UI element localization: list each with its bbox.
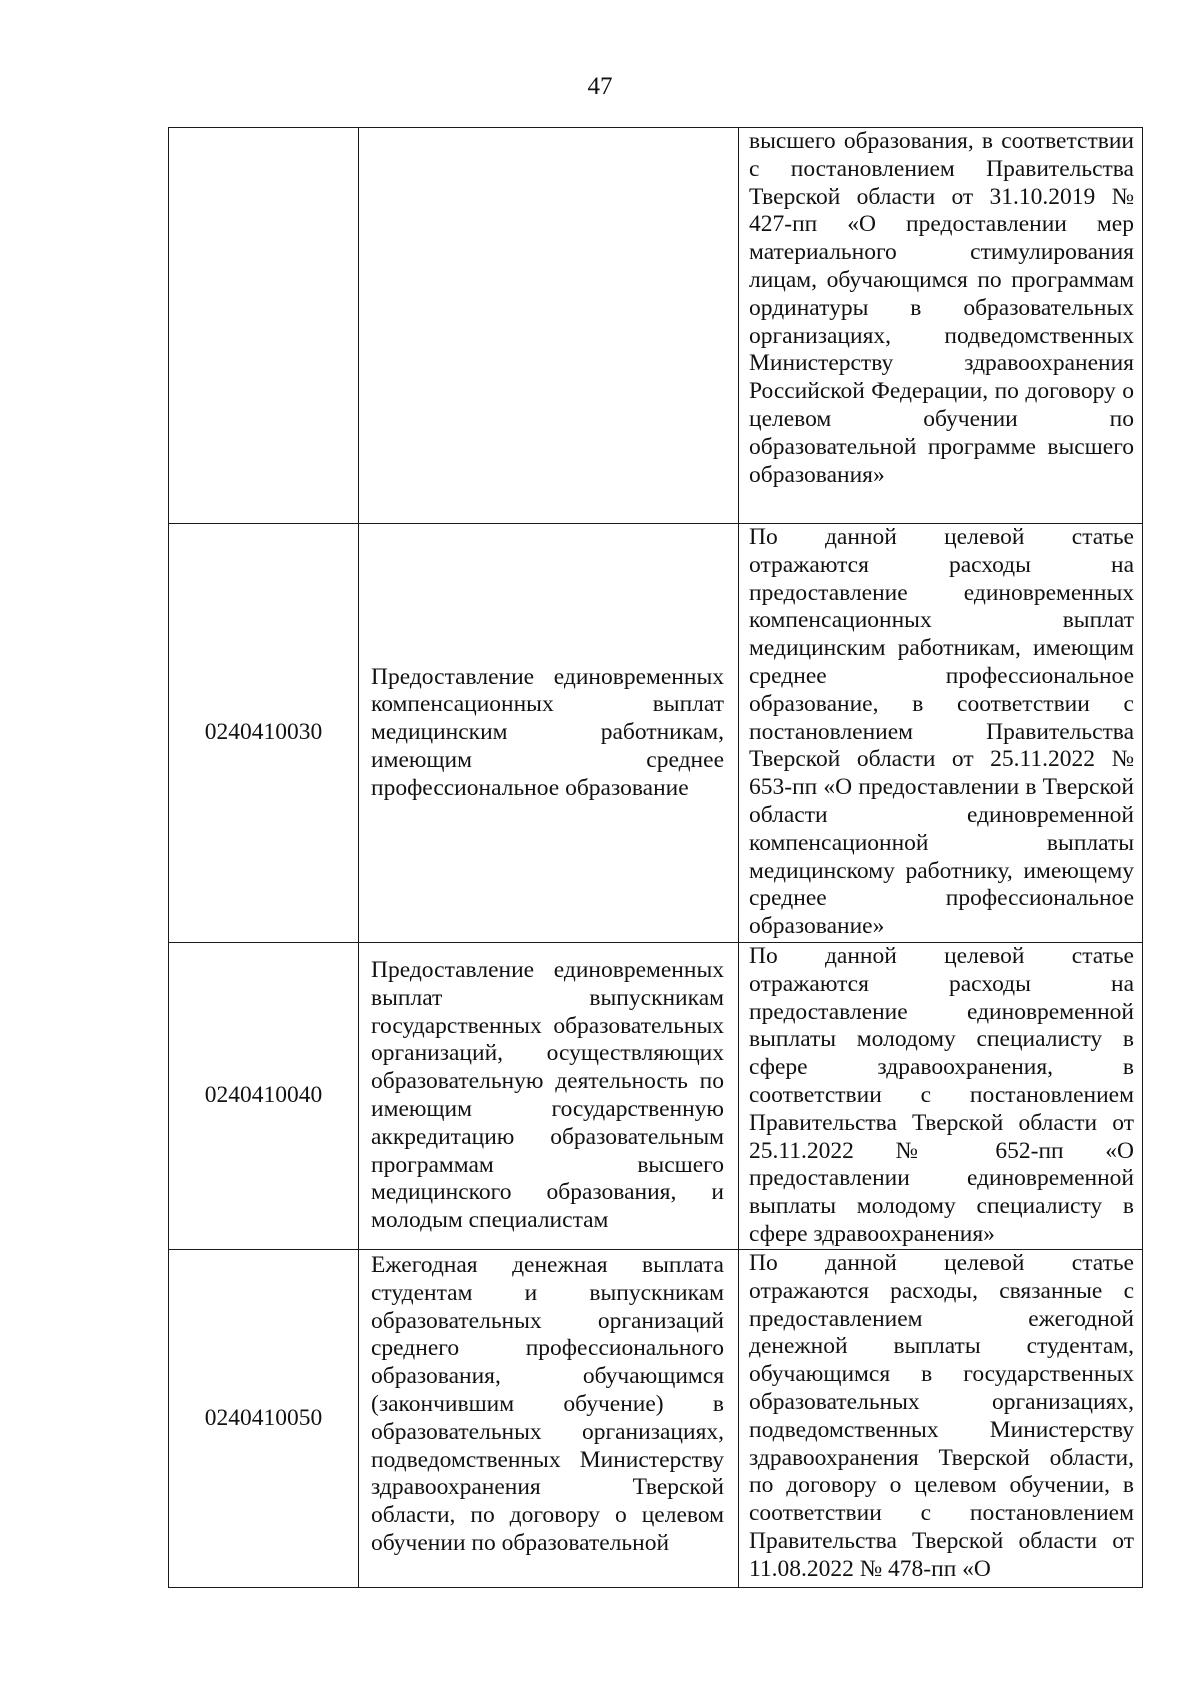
row-description: По данной целевой статье отражаются расходы на предоставление единовременных компенсационных выплат медицинским работникам, имеющим среднее профессиональное образование, в соответствии с постановлением Правительства Тверской области от 25.11.2022 № 653-пп «О предоставлении в Тверской области единовременной компенсационной выплаты медицинскому работнику, имеющему среднее профессиональное образование» (749, 524, 1134, 940)
page-number: 47 (587, 73, 613, 100)
row-name-cell (359, 524, 739, 943)
row-name-cell (359, 128, 739, 524)
row-code: 0240410030 (204, 719, 323, 746)
row-description-cell (739, 524, 1143, 943)
budget-classification-table (168, 127, 1143, 1588)
table-row (169, 128, 1143, 524)
table-row (169, 524, 1143, 943)
row-description: По данной целевой статье отражаются расходы, связанные с предоставлением ежегодной денежной выплаты студентам, обучающимся в государственных образовательных организациях, подведомственных Министерству здравоохранения Тверской области, по договору о целевом обучении, в соответствии с постановлением Правительства Тверской области от 11.08.2022 № 478-пп «О (749, 1250, 1134, 1582)
row-name: Предоставление единовременных выплат выпускникам государственных образовательных организаций, осуществляющих образовательную деятельность по имеющим государственную аккредитацию образовательным программам высшего медицинского образования, и молодым специалистам (371, 957, 724, 1234)
row-name-cell (359, 943, 739, 1250)
row-description-cell (739, 128, 1143, 524)
table-row (169, 1250, 1143, 1588)
row-description: По данной целевой статье отражаются расходы на предоставление единовременной выплаты молодому специалисту в сфере здравоохранения, в соответствии с постановлением Правительства Тверской области от 25.11.2022 № 652-пп «О предоставлении единовременной выплаты молодому специалисту в сфере здравоохранения» (749, 943, 1134, 1247)
row-description: высшего образования, в соответствии с постановлением Правительства Тверской области от 31.10.2019 № 427-пп «О предоставлении мер материального стимулирования лицам, обучающимся по программам ординатуры в образовательных организациях, подведомственных Министерству здравоохранения Российской Федерации, по договору о целевом обучении по образовательной программе высшего образования» (749, 128, 1134, 488)
row-code-cell (169, 524, 359, 943)
row-name: Предоставление единовременных компенсационных выплат медицинским работникам, имеющим среднее профессиональное образование (371, 663, 724, 801)
row-description-cell (739, 943, 1143, 1250)
table-row (169, 943, 1143, 1250)
row-code: 0240410040 (204, 1082, 323, 1109)
row-code-cell (169, 1250, 359, 1588)
row-code: 0240410050 (204, 1404, 323, 1431)
row-name: Ежегодная денежная выплата студентам и выпускникам образовательных организаций среднего профессионального образования, обучающимся (закончившим обучение) в образовательных организациях, подведомственных Министерству здравоохранения Тверской области, по договору о целевом обучении по образовательной (371, 1252, 724, 1556)
row-description-cell (739, 1250, 1143, 1588)
row-code-cell (169, 943, 359, 1250)
row-name-cell (359, 1250, 739, 1588)
row-code-cell (169, 128, 359, 524)
